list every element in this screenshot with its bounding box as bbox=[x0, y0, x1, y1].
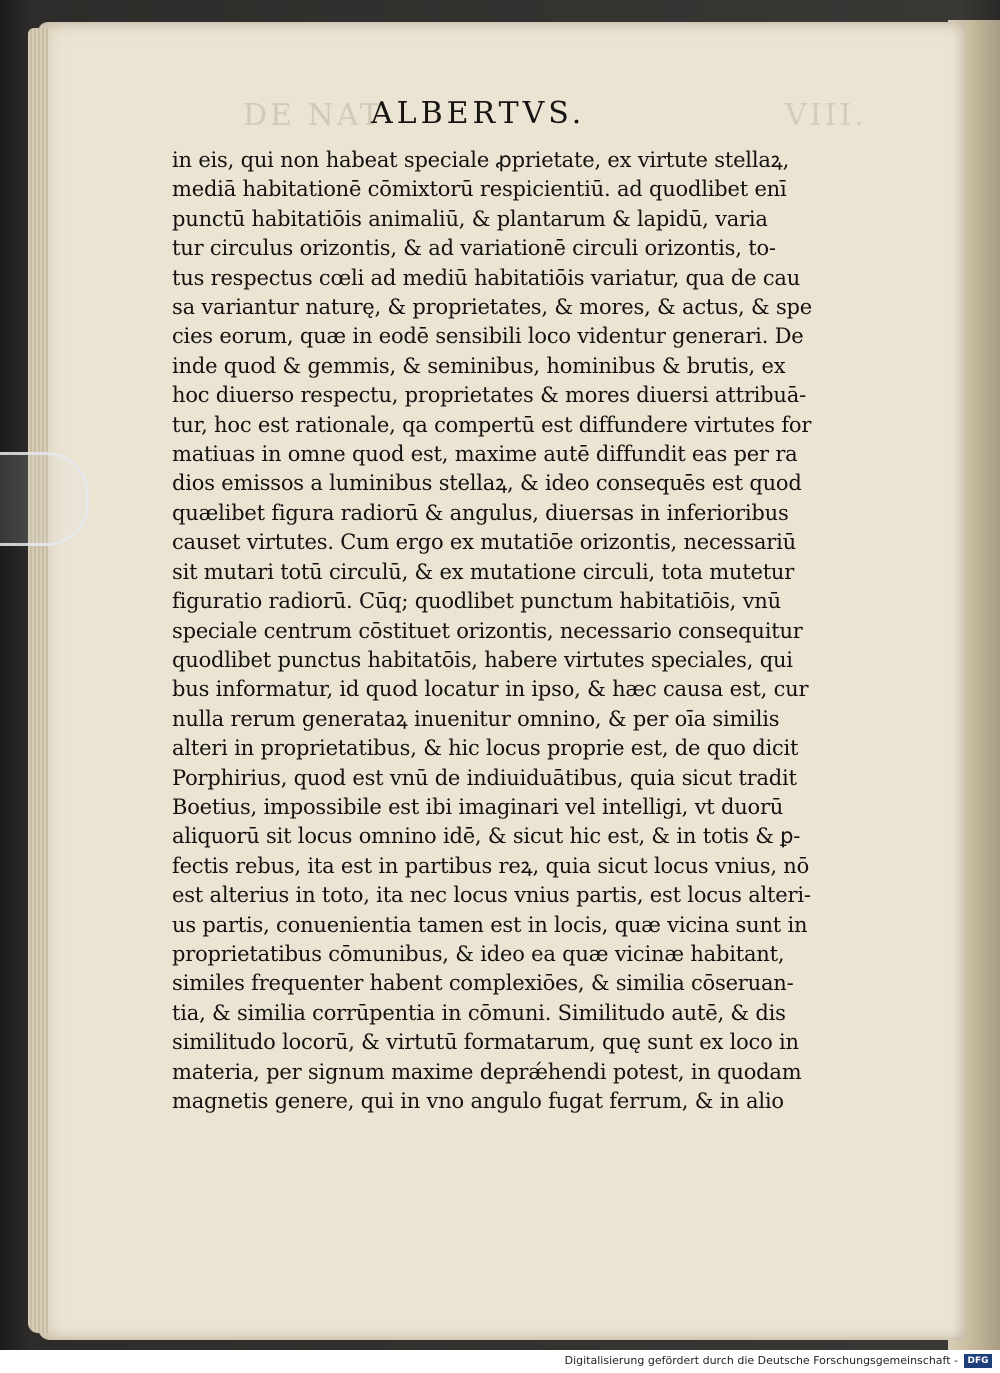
text-line: figuratio radiorū. Cūq; quodlibet punctum habitatiōis, vnū bbox=[172, 589, 781, 614]
text-line: in eis, qui non habeat speciale ꝓprietate, ex virtute stellaꝝ, bbox=[172, 148, 790, 172]
text-line: aliquorū sit locus omnino idē, & sicut hic est, & in totis & ꝑ- bbox=[172, 824, 801, 849]
text-line: dios emissos a luminibus stellaꝝ, & ideo consequēs est quod bbox=[172, 471, 802, 496]
text-line: tur, hoc est rationale, qa compertū est diffundere virtutes for bbox=[172, 412, 812, 437]
text-line: fectis rebus, ita est in partibus reꝝ, quia sicut locus vnius, nō bbox=[172, 853, 810, 878]
text-line: us partis, conuenientia tamen est in locis, quæ vicina sunt in bbox=[172, 912, 808, 937]
text-line: tur circulus orizontis, & ad variationē circuli orizontis, to- bbox=[172, 236, 776, 261]
text-line: tus respectus cœli ad mediū habitatiōis variatur, qua de cau bbox=[172, 265, 801, 290]
page-stack-edge bbox=[28, 28, 48, 1333]
text-line: Porphirius, quod est vnū de indiuiduātibus, quia sicut tradit bbox=[172, 765, 797, 790]
running-head: ALBERTVS. bbox=[371, 96, 586, 131]
text-line: causet virtutes. Cum ergo ex mutatiōe orizontis, necessariū bbox=[172, 530, 796, 555]
text-line: punctū habitatiōis animaliū, & plantarum & lapidū, varia bbox=[172, 206, 768, 231]
show-through-heading-right: VIII. bbox=[785, 98, 867, 133]
text-line: materia, per signum maxime deprǽhendi potest, in quodam bbox=[172, 1059, 802, 1084]
text-line: hoc diuerso respectu, proprietates & mores diuersi attribuā- bbox=[172, 383, 806, 408]
text-line: quodlibet punctus habitatōis, habere virtutes speciales, qui bbox=[172, 647, 793, 672]
text-line: alteri in proprietatibus, & hic locus proprie est, de quo dicit bbox=[172, 736, 799, 761]
text-line: tia, & similia corrūpentia in cōmuni. Similitudo autē, & dis bbox=[172, 1000, 786, 1025]
footer-bar bbox=[0, 1350, 1000, 1373]
text-line: sit mutari totū circulū, & ex mutatione circuli, tota mutetur bbox=[172, 559, 795, 584]
text-line: similitudo locorū, & virtutū formatarum, quę sunt ex loco in bbox=[172, 1030, 799, 1055]
show-through-heading-left: DE NAT bbox=[243, 98, 383, 133]
page-header bbox=[175, 92, 875, 138]
paper-clip bbox=[0, 452, 89, 546]
dfg-logo: DFG bbox=[964, 1354, 992, 1368]
text-line: sa variantur naturę, & proprietates, & mores, & actus, & spe bbox=[172, 295, 813, 320]
text-line: mediā habitationē cōmixtorū respicientiū. ad quodlibet enī bbox=[172, 177, 787, 202]
text-line: bus informatur, id quod locatur in ipso, & hæc causa est, cur bbox=[172, 677, 809, 702]
text-line: matiuas in omne quod est, maxime autē diffundit eas per ra bbox=[172, 442, 798, 467]
text-line: similes frequenter habent complexiōes, & similia cōseruan- bbox=[172, 971, 794, 996]
text-line: quælibet figura radiorū & angulus, diuersas in inferioribus bbox=[172, 500, 789, 525]
text-line: proprietatibus cōmunibus, & ideo ea quæ vicinæ habitant, bbox=[172, 941, 785, 966]
body-text bbox=[172, 146, 862, 1116]
text-line: est alterius in toto, ita nec locus vnius partis, est locus alteri- bbox=[172, 883, 811, 908]
text-line: speciale centrum cōstituet orizontis, necessario consequitur bbox=[172, 618, 803, 643]
text-line: cies eorum, quæ in eodē sensibili loco videntur generari. De bbox=[172, 324, 804, 349]
funding-credit: Digitalisierung gefördert durch die Deutsche Forschungsgemeinschaft - bbox=[564, 1354, 958, 1367]
text-line: inde quod & gemmis, & seminibus, hominibus & brutis, ex bbox=[172, 353, 786, 378]
text-line: magnetis genere, qui in vno angulo fugat ferrum, & in alio bbox=[172, 1089, 784, 1113]
text-line: Boetius, impossibile est ibi imaginari vel intelligi, vt duorū bbox=[172, 794, 784, 819]
text-line: nulla rerum generataꝝ inuenitur omnino, & per oīa similis bbox=[172, 706, 780, 731]
